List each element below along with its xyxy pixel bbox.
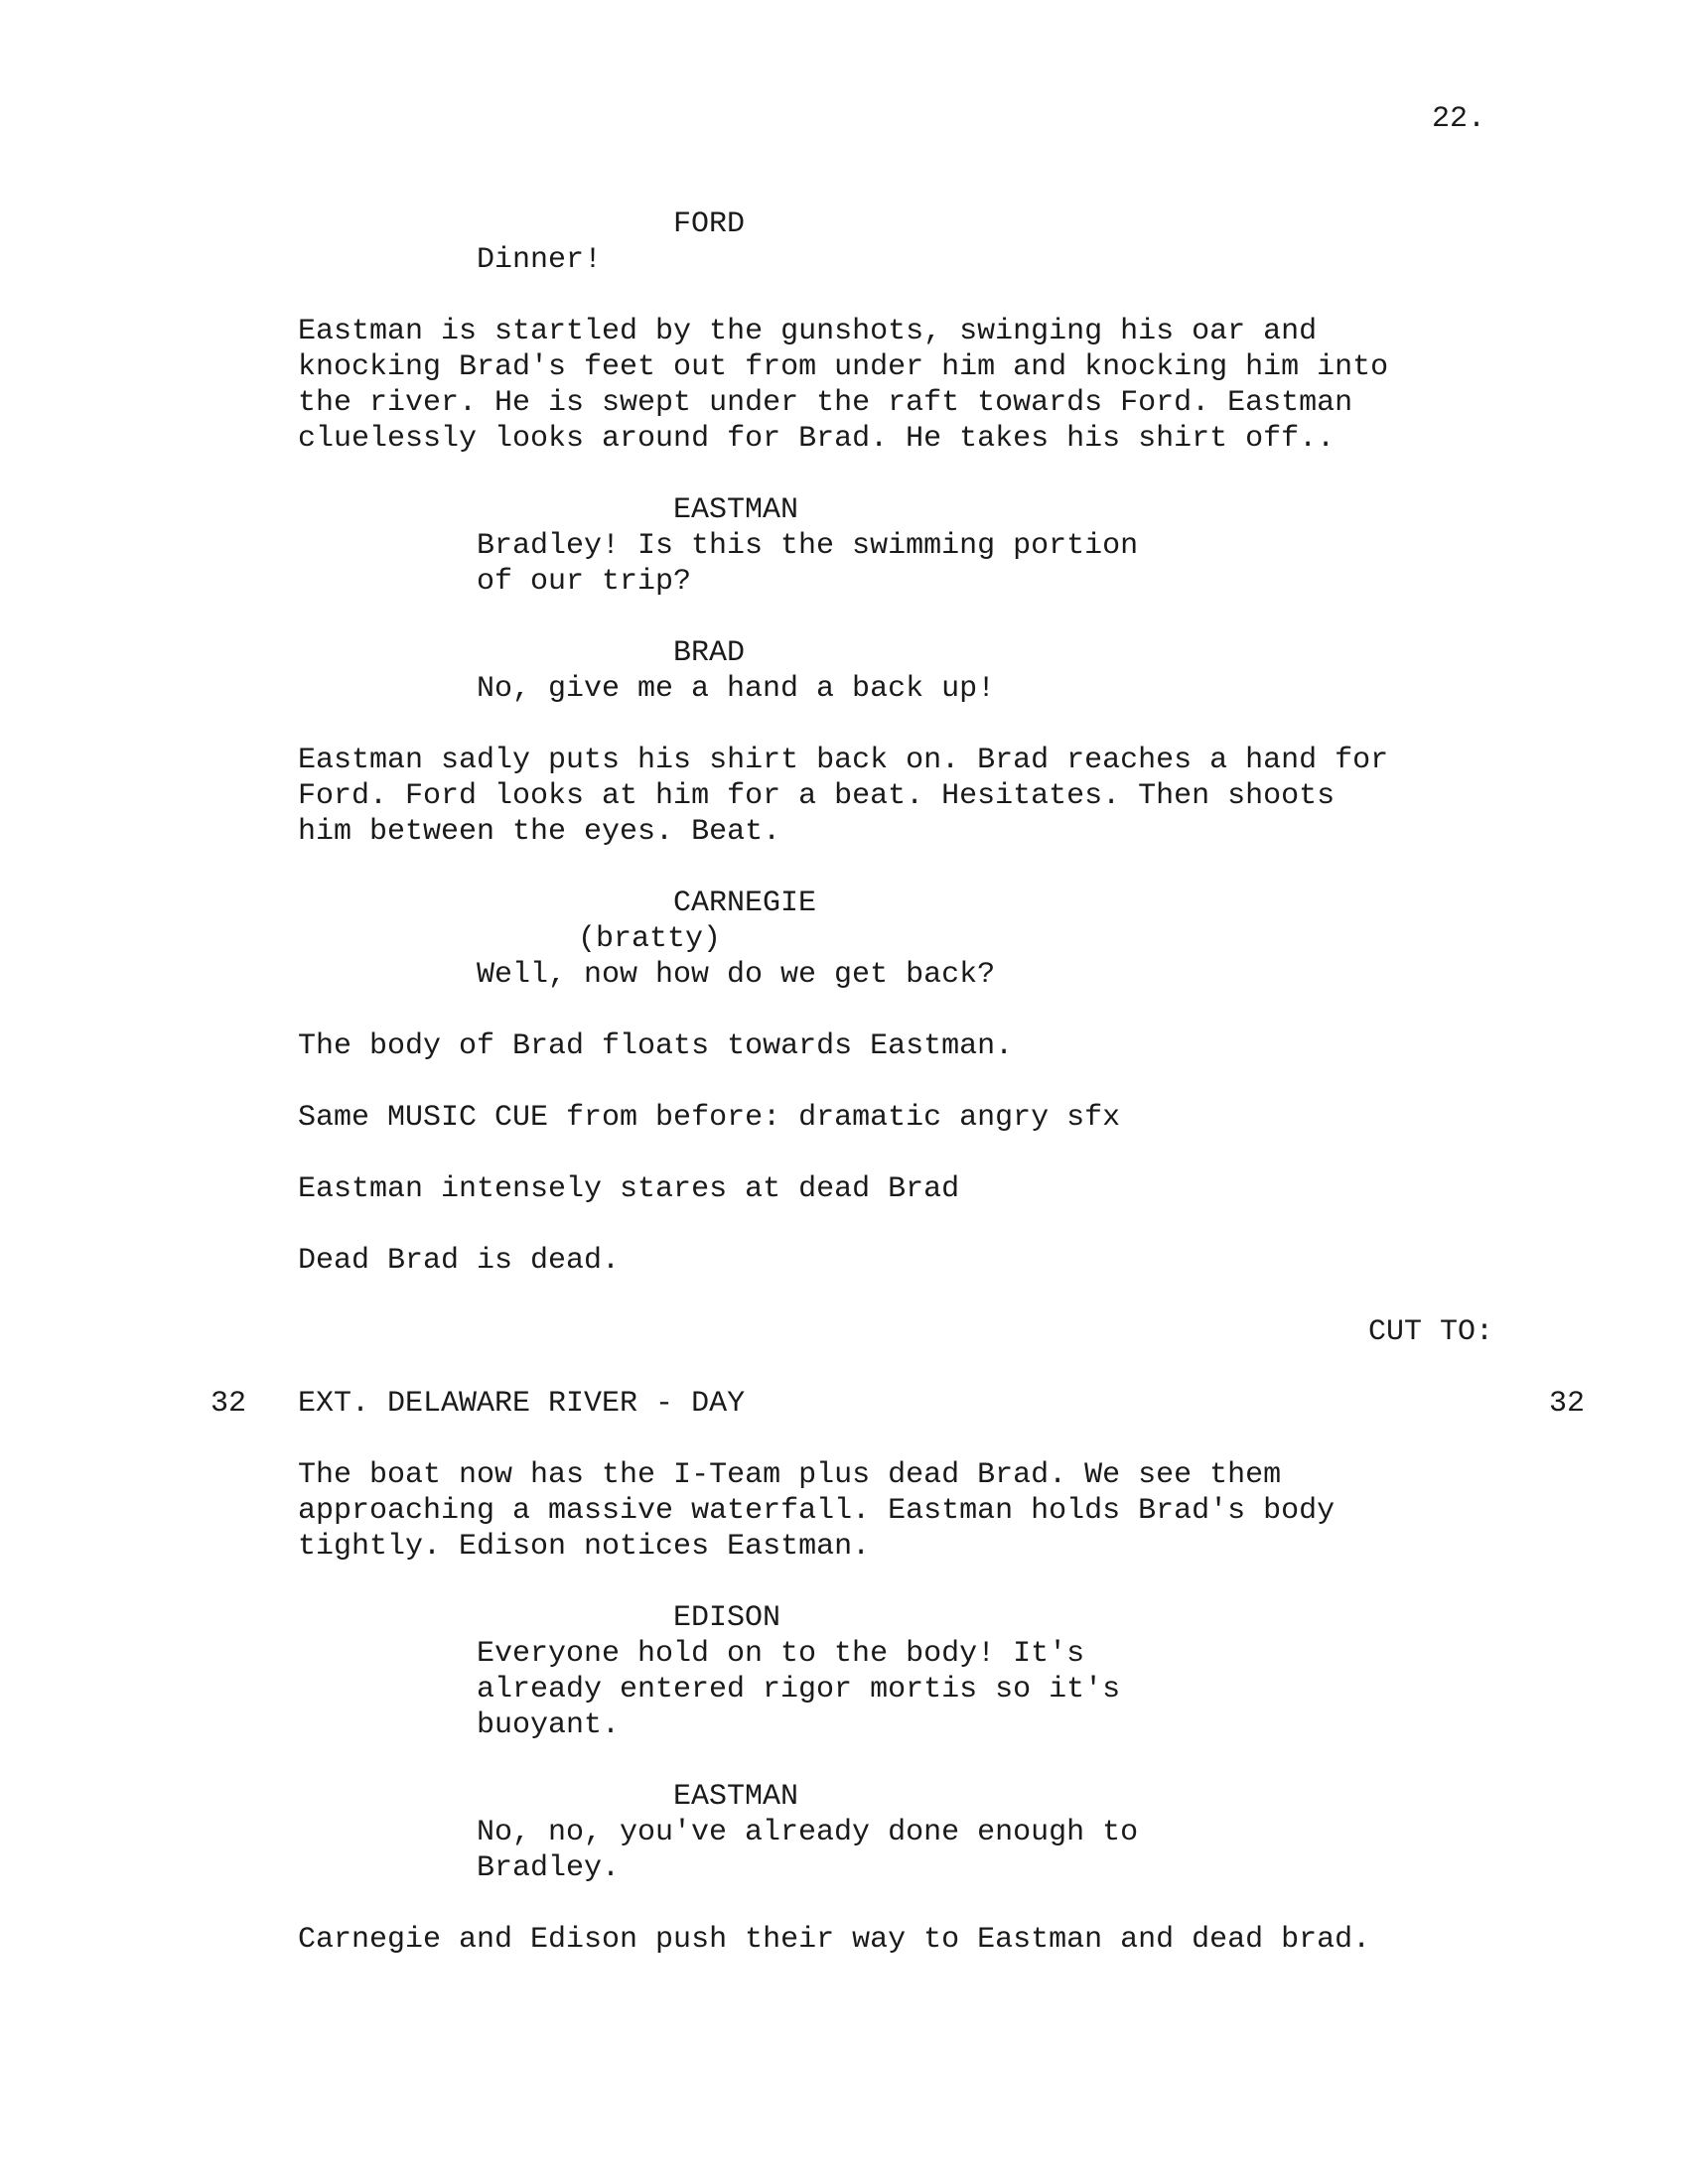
character-name: EASTMAN <box>673 493 799 527</box>
action-line: Carnegie and Edison push their way to Eastman and dead brad. <box>298 1923 1371 1957</box>
scene-number-left: 32 <box>211 1387 247 1421</box>
dialogue-line: buoyant. <box>477 1708 621 1742</box>
dialogue-line: already entered rigor mortis so it's <box>477 1673 1121 1706</box>
dialogue-line: Bradley. <box>477 1851 621 1885</box>
action-line: Eastman sadly puts his shirt back on. Brad reaches a hand for <box>298 744 1389 777</box>
dialogue-line: of our trip? <box>477 565 692 599</box>
action-line: him between the eyes. Beat. <box>298 815 781 849</box>
action-line: the river. He is swept under the raft towards Ford. Eastman <box>298 386 1353 420</box>
action-line: Ford. Ford looks at him for a beat. Hesitates. Then shoots <box>298 779 1336 813</box>
action-line: Eastman intensely stares at dead Brad <box>298 1172 960 1206</box>
dialogue-line: No, give me a hand a back up! <box>477 672 996 706</box>
parenthetical: (bratty) <box>578 922 722 956</box>
character-name: BRAD <box>673 636 746 670</box>
action-line: Dead Brad is dead. <box>298 1244 621 1278</box>
action-line: tightly. Edison notices Eastman. <box>298 1530 871 1564</box>
action-line: knocking Brad's feet out from under him and knocking him into <box>298 350 1389 384</box>
dialogue-line: No, no, you've already done enough to <box>477 1816 1139 1849</box>
action-line: Eastman is startled by the gunshots, swinging his oar and <box>298 315 1318 348</box>
dialogue-line: Well, now how do we get back? <box>477 958 996 992</box>
character-name: EDISON <box>673 1601 781 1635</box>
dialogue-line: Dinner! <box>477 243 603 277</box>
character-name: CARNEGIE <box>673 887 817 920</box>
character-name: EASTMAN <box>673 1780 799 1814</box>
action-line: cluelessly looks around for Brad. He takes his shirt off.. <box>298 422 1336 456</box>
action-line: approaching a massive waterfall. Eastman holds Brad's body <box>298 1494 1336 1528</box>
action-line: Same MUSIC CUE from before: dramatic angry sfx <box>298 1101 1121 1135</box>
dialogue-line: Everyone hold on to the body! It's <box>477 1637 1085 1671</box>
page-number: 22. <box>1432 102 1486 136</box>
scene-heading: EXT. DELAWARE RIVER - DAY <box>298 1387 746 1421</box>
character-name: FORD <box>673 207 746 241</box>
scene-number-right: 32 <box>1549 1387 1586 1421</box>
action-line: The body of Brad floats towards Eastman. <box>298 1029 1014 1063</box>
dialogue-line: Bradley! Is this the swimming portion <box>477 529 1139 563</box>
transition: CUT TO: <box>1368 1315 1494 1349</box>
action-line: The boat now has the I-Team plus dead Brad. We see them <box>298 1458 1282 1492</box>
